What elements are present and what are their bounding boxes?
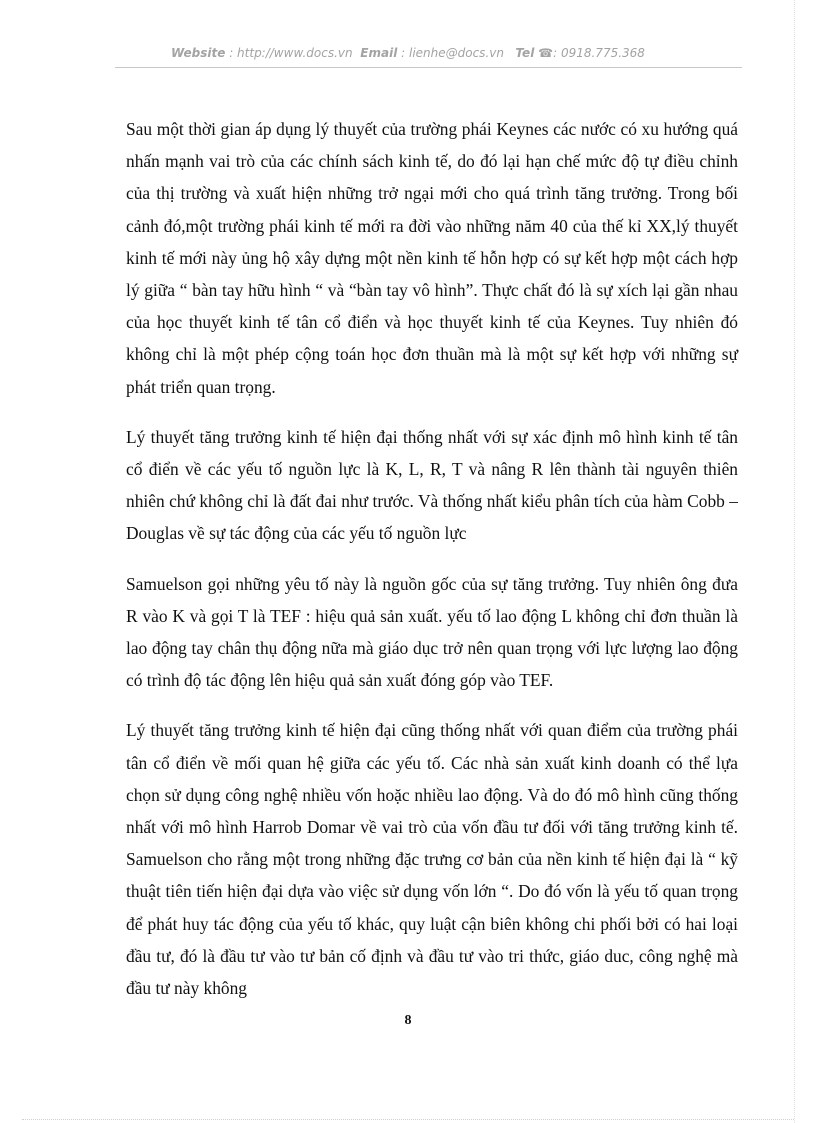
email-label: Email (360, 46, 398, 60)
paragraph: Lý thuyết tăng trưởng kinh tế hiện đại thống nhất với sự xác định mô hình kinh tế tân cổ điển về các yếu tố nguồn lực là K, L, R, T và nâng R lên thành tài nguyên thiên nhiên chứ không chỉ là đất đai như trước. Và thống nhất kiểu phân tích của hàm Cobb – Douglas về sự tác động của các yếu tố nguồn lực (126, 426, 738, 544)
page-bottom-border (22, 1119, 794, 1120)
website-link[interactable]: http://www.docs.vn (237, 46, 353, 60)
page-number: 8 (404, 1013, 412, 1028)
page-right-border (794, 0, 795, 1123)
page-header (0, 46, 816, 60)
phone-icon: ☎ (538, 46, 554, 60)
header-divider (115, 67, 742, 68)
paragraph: Samuelson gọi những yêu tố này là nguồn gốc của sự tăng trưởng. Tuy nhiên ông đưa R vào K và gọi T là TEF : hiệu quả sản xuất. yếu tố lao động L không chỉ đơn thuần là lao động tay chân thụ động nữa mà giáo dục trở nên quan trọng với lực lượng lao động có trình độ tác động lên hiệu quả sản xuất đóng góp vào TEF. (126, 573, 738, 691)
document-body (126, 113, 738, 1022)
tel-label: Tel (515, 46, 535, 60)
paragraph: Sau một thời gian áp dụng lý thuyết của trường phái Keynes các nước có xu hướng quá nhấn mạnh vai trò của các chính sách kinh tế, do đó lại hạn chế mức độ tự điều chỉnh của thị trường và xuất hiện những trở ngại mới cho quá trình tăng trưởng. Trong bối cảnh đó,một trường phái kinh tế mới ra đời vào những năm 40 của thế kỉ XX,lý thuyết kinh tế mới này ủng hộ xây dựng một nền kinh tế hỗn hợp có sự kết hợp một cách hợp lý giữa “ bàn tay hữu hình “ và “bàn tay vô hình”. Thực chất đó là sự xích lại gần nhau của học thuyết kinh tế tân cổ điển và học thuyết kinh tế của Keynes. Tuy nhiên đó không chỉ là một phép cộng toán học đơn thuần mà là một sự kết hợp với những sự phát triển quan trọng. (126, 119, 738, 397)
email-link[interactable]: lienhe@docs.vn (408, 46, 504, 60)
email-separator: : (397, 46, 409, 60)
paragraph: Lý thuyết tăng trưởng kinh tế hiện đại cũng thống nhất với quan điểm của trường phái tân cổ điển về mối quan hệ giữa các yếu tố. Các nhà sản xuất kinh doanh có thể lựa chọn sử dụng công nghệ nhiều vốn hoặc nhiều lao động. Và do đó mô hình cũng thống nhất với mô hình Harrob Domar về vai trò của vốn đầu tư đối với tăng trưởng kinh tế. Samuelson cho rằng một trong những đặc trưng cơ bản của nền kinh tế hiện đại là “ kỹ thuật tiên tiến hiện đại dựa vào việc sử dụng vốn lớn “. Do đó vốn là yếu tố quan trọng để phát huy tác động của yếu tố khác, quy luật cận biên không chi phối bởi có hai loại đầu tư, đó là đầu tư vào tư bản cố định và đầu tư vào tri thức, giáo duc, công nghệ mà đầu tư này không (126, 720, 738, 999)
website-separator: : (225, 46, 238, 60)
website-label: Website (171, 46, 226, 60)
tel-value: : 0918.775.368 (553, 46, 645, 60)
